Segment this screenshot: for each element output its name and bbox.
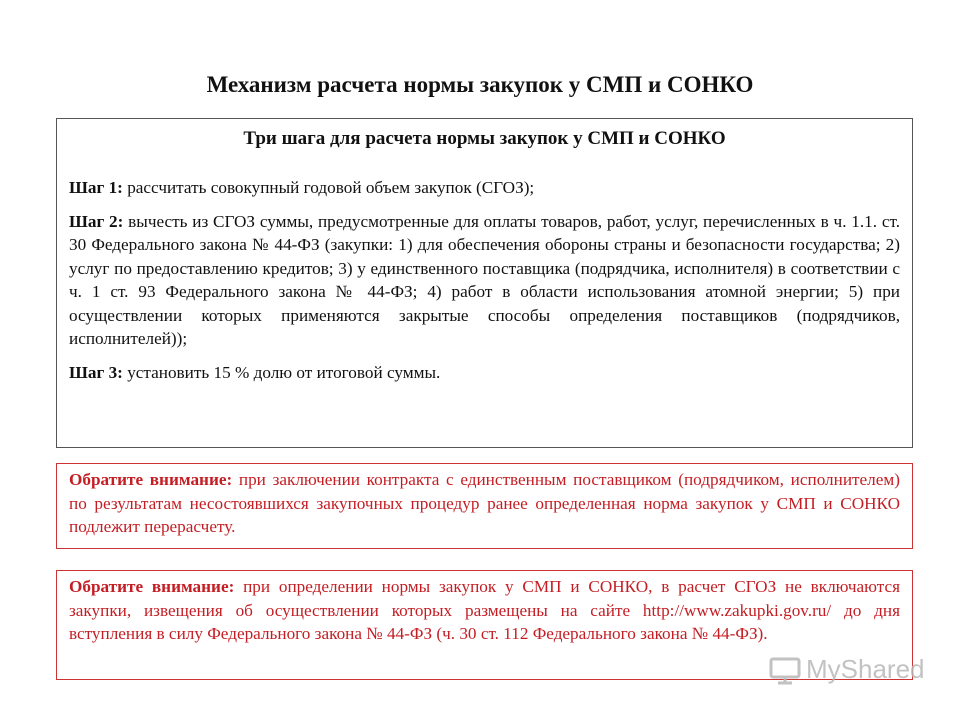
slide-title: Механизм расчета нормы закупок у СМП и СОНКО bbox=[206, 72, 754, 97]
step-3-text: установить 15 % долю от итоговой суммы. bbox=[122, 362, 441, 382]
watermark bbox=[768, 654, 925, 685]
step-3 bbox=[69, 361, 900, 385]
note-box-recalculation bbox=[56, 463, 913, 549]
note-1-text: при заключении контракта с единственным поставщиком (подрядчиком, исполнителем) по результатам несостоявшихся закупочных процедур ранее определенная норма закупок у СМП и СОНКО подлежит перерасчету. bbox=[69, 470, 900, 536]
presentation-icon bbox=[768, 655, 802, 685]
step-1-label: Шаг 1: bbox=[69, 178, 123, 197]
note-1-label: Обратите внимание: bbox=[69, 470, 233, 489]
step-1 bbox=[69, 176, 900, 200]
step-2 bbox=[69, 210, 900, 351]
step-2-label: Шаг 2: bbox=[69, 211, 124, 231]
note-2-label: Обратите внимание: bbox=[69, 577, 235, 596]
step-2-text: вычесть из СГОЗ суммы, предусмотренные для оплаты товаров, работ, услуг, перечисленных в ч. 1.1. ст. 30 Федерального закона № 44-ФЗ (закупки: 1) для обеспечения обороны страны и безопасности государства; 2) услуг по предоставлению кредитов; 3) у единственного поставщика (подрядчика, исполнителя) в соответствии с ч. 1 ст. 93 Федерального закона № 44-ФЗ; 4) работ в области использования атомной энергии; 5) при осуществлении которых применяются закрытые способы определения поставщиков (подрядчиков, исполнителей)); bbox=[69, 211, 900, 348]
steps-box-title: Три шага для расчета нормы закупок у СМП и СОНКО bbox=[243, 128, 726, 149]
note-2-text: при определении нормы закупок у СМП и СОНКО, в расчет СГОЗ не включаются закупки, извещения об осуществлении которых размещены на сайте http://www.zakupki.gov.ru/ до дня вступления в силу Федерального закона № 44-ФЗ (ч. 30 ст. 112 Федерального закона № 44-ФЗ). bbox=[69, 577, 900, 643]
watermark-text: MyShared bbox=[806, 654, 925, 684]
step-3-label: Шаг 3: bbox=[69, 362, 123, 382]
step-1-text: рассчитать совокупный годовой объем закупок (СГОЗ); bbox=[122, 178, 535, 197]
note-2-paragraph bbox=[69, 575, 900, 646]
steps-box bbox=[56, 118, 913, 448]
note-1-paragraph bbox=[69, 468, 900, 539]
